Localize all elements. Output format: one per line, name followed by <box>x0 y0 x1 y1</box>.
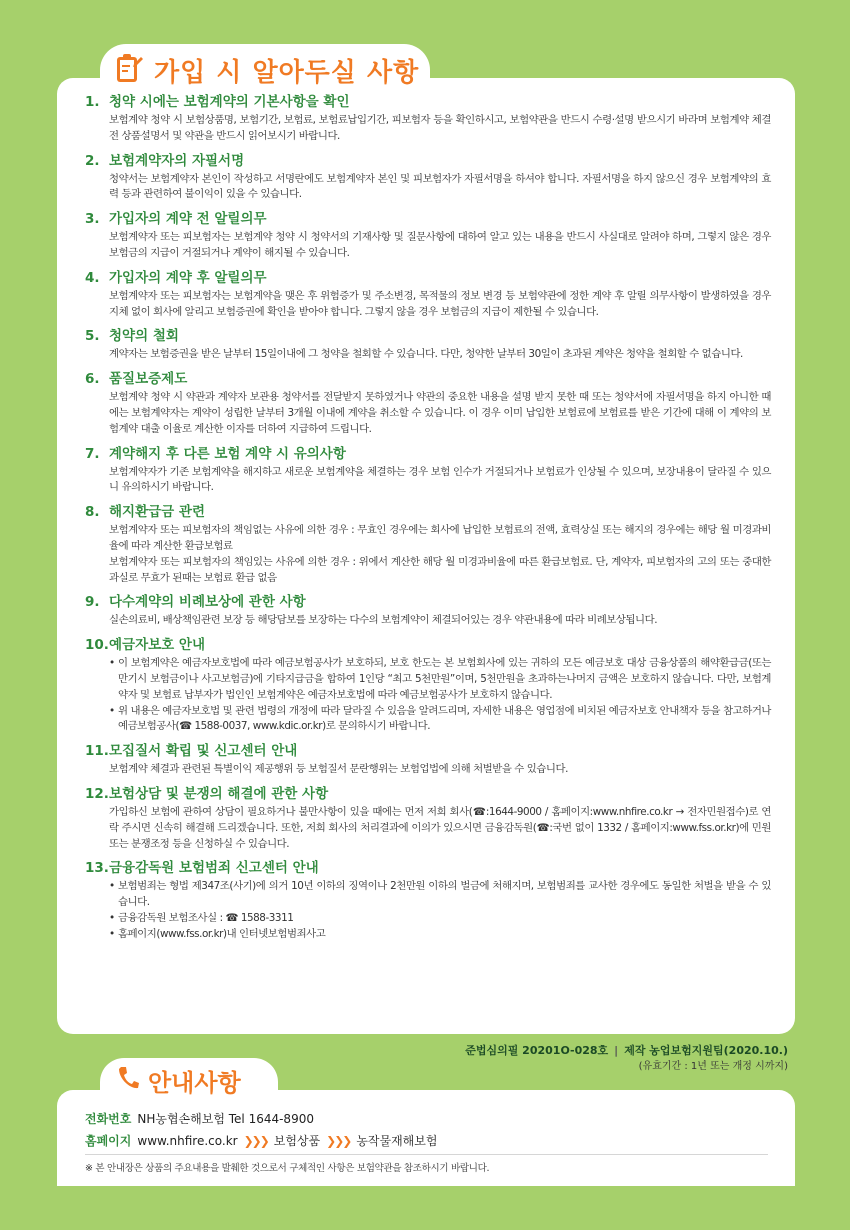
section-paragraph: 보험계약 체결과 관련된 특별이익 제공행위 등 보험질서 문란행위는 보험업법에 의해 처벌받을 수 있습니다. <box>109 763 568 776</box>
section-title: 금융감독원 보험범죄 신고센터 안내 <box>109 860 319 877</box>
section-item <box>85 152 771 204</box>
section-heading <box>85 370 771 389</box>
web-path-crop: 농작물재해보험 <box>356 1134 438 1148</box>
section-title: 보험상담 및 분쟁의 해결에 관한 사항 <box>109 785 329 802</box>
section-heading <box>85 859 771 878</box>
section-body <box>85 172 771 204</box>
section-body <box>85 613 771 629</box>
section-body <box>85 390 771 437</box>
section-item <box>85 210 771 262</box>
web-row <box>85 1130 437 1152</box>
section-number: 13. <box>85 860 109 877</box>
section-body <box>85 289 771 321</box>
page-title: 가입 시 알아두실 사항 <box>154 57 420 88</box>
bullet-text: 홈페이지(www.fss.or.kr)내 인터넷보험범죄사고 <box>118 927 326 940</box>
guide-title-block <box>116 1062 241 1098</box>
section-item <box>85 370 771 437</box>
bullet-item <box>109 927 771 943</box>
section-title: 다수계약의 비례보상에 관한 사항 <box>109 594 306 611</box>
web-link[interactable]: www.nhfire.co.kr <box>137 1134 238 1148</box>
section-number: 1. <box>85 94 100 110</box>
section-heading <box>85 93 771 112</box>
section-body <box>85 465 771 497</box>
bullet-icon: • <box>109 927 115 940</box>
section-number: 4. <box>85 269 100 286</box>
section-heading <box>85 269 771 288</box>
bullet-item <box>109 656 771 703</box>
section-body <box>85 230 771 262</box>
chevron-right-icon: ❯❯❯ <box>243 1134 268 1148</box>
section-title: 청약의 철회 <box>109 328 179 345</box>
phone-icon <box>116 1065 140 1095</box>
section-title: 청약 시에는 보험계약의 기본사항을 확인 <box>109 94 350 110</box>
section-number: 9. <box>85 594 100 611</box>
section-number: 2. <box>85 152 100 169</box>
section-heading <box>85 785 771 804</box>
bullet-text: 이 보험계약은 예금자보호법에 따라 예금보험공사가 보호하되, 보호 한도는 본 보험회사에 있는 귀하의 모든 예금보호 대상 금융상품의 해약환급금(또는 만기시 보험금이나 사고보험금)에 기타지급금을 합하여 1인당 “최고 5천만원”이며, 5천만원을 초과하는나머지 금액은 보호하지 않습니다. 다만, 보험계약자 및 보험료 납부자가 법인인 보험계약은 예금자보호법에 따라 예금보험공사가 보호하지 않습니다. <box>118 657 771 701</box>
section-heading <box>85 152 771 171</box>
section-number: 3. <box>85 211 100 228</box>
section-heading <box>85 593 771 612</box>
separator: | <box>614 1044 619 1057</box>
section-body <box>85 523 771 586</box>
section-number: 6. <box>85 371 100 388</box>
section-body <box>85 805 771 852</box>
section-paragraph: 보험계약자 또는 피보험자는 보험계약을 맺은 후 위험증가 및 주소변경, 목적물의 정보 변경 등 보험약관에 정한 계약 후 알릴 의무사항이 발생하였을 경우 지체 없이 회사에 알리고 보험증권에 확인을 받아야 합니다. 그렇지 않을 경우 보험금의 지급이 제한될 수 있습니다. <box>109 289 771 318</box>
bullet-item <box>109 879 771 911</box>
section-number: 10. <box>85 637 109 654</box>
section-body <box>85 656 771 735</box>
phone-value: NH농협손해보험 Tel 1644-8900 <box>137 1112 314 1126</box>
bullet-icon: • <box>109 704 115 717</box>
section-body <box>85 347 771 363</box>
section-body <box>85 113 771 145</box>
bullet-text: 위 내용은 예금자보호법 및 관련 법령의 개정에 따라 달라질 수 있음을 알려드리며, 자세한 내용은 영업점에 비치된 예금자보호 안내책자 등을 참고하거나 예금보험공사(☎ 1588-0037, www.kdic.or.kr)로 문의하시기 바랍니다. <box>118 704 771 733</box>
section-paragraph: 청약서는 보험계약자 본인이 작성하고 서명란에도 보험계약자 본인 및 피보험자가 자필서명을 하셔야 합니다. 자필서명을 하지 않으신 경우 보험계약의 효력 등과 관련하여 불이익이 있을 수 있습니다. <box>109 172 771 201</box>
section-number: 8. <box>85 504 100 521</box>
section-paragraph: 가입하신 보험에 관하여 상담이 필요하거나 불만사항이 있을 때에는 먼저 저희 회사(☎:1644-9000 / 홈페이지:www.nhfire.co.kr → 전자민원접수)로 연락 주시면 신속히 해결해 드리겠습니다. 또한, 저희 회사의 처리결과에 이의가 있으시면 금융감독원(☎:국번 없이 1332 / 홈페이지:www.fss.or.kr)에 민원 또는 분쟁조정 등을 신청하실 수 있습니다. <box>109 805 771 850</box>
bullet-item <box>109 911 771 927</box>
section-paragraph: 계약자는 보험증권을 받은 날부터 15일이내에 그 청약을 철회할 수 있습니다. 다만, 청약한 날부터 30일이 초과된 계약은 청약을 철회할 수 없습니다. <box>109 348 743 361</box>
section-number: 5. <box>85 328 100 345</box>
section-paragraph: 보험계약자가 기존 보험계약을 해지하고 새로운 보험계약을 체결하는 경우 보험 인수가 거절되거나 보험료가 인상될 수 있으며, 보장내용이 달라질 수 있으니 유의하시기 바랍니다. <box>109 465 771 494</box>
contact-info <box>85 1108 437 1152</box>
section-number: 12. <box>85 785 109 802</box>
guide-title: 안내사항 <box>148 1068 241 1097</box>
section-item <box>85 742 771 778</box>
section-paragraph: 보험계약자 또는 피보험자의 책임없는 사유에 의한 경우 : 무효인 경우에는 회사에 납입한 보험료의 전액, 효력상실 또는 해지의 경우에는 해당 월 미경과비율에 따라 계산한 환급보험료 <box>109 524 771 552</box>
section-title: 계약해지 후 다른 보험 계약 시 유의사항 <box>109 445 346 462</box>
phone-row <box>85 1108 437 1130</box>
section-title: 보험계약자의 자필서명 <box>109 152 245 169</box>
web-label: 홈페이지 <box>85 1134 132 1148</box>
bullet-text: 금융감독원 보험조사실 : ☎ 1588-3311 <box>118 911 294 924</box>
phone-label: 전화번호 <box>85 1112 132 1126</box>
validity: (유효기간 : 1년 또는 개정 시까지) <box>638 1061 788 1072</box>
section-heading <box>85 636 771 655</box>
section-paragraph: 보험계약자 또는 피보험자의 책임있는 사유에 의한 경우 : 위에서 계산한 해당 월 미경과비율에 따른 환급보험료. 단, 계약자, 피보험자의 고의 또는 중대한 과실로 무효가 된때는 보험료 환급 없음 <box>109 555 771 584</box>
bullet-text: 보험범죄는 형법 제347조(사기)에 의거 10년 이하의 징역이나 2천만원 이하의 벌금에 처해지며, 보험범죄를 교사한 경우에도 동일한 처벌을 받을 수 있습니다. <box>118 880 771 909</box>
section-title: 해지환급금 관련 <box>109 504 205 521</box>
section-title: 가입자의 계약 후 알릴의무 <box>109 269 267 286</box>
sections-list <box>85 93 771 950</box>
chevron-right-icon: ❯❯❯ <box>326 1134 351 1148</box>
bullet-item <box>109 704 771 736</box>
section-heading <box>85 742 771 761</box>
page-title-block <box>114 50 419 90</box>
section-item <box>85 503 771 586</box>
section-heading <box>85 503 771 522</box>
section-body <box>85 879 771 942</box>
bullet-icon: • <box>109 911 115 924</box>
section-paragraph: 실손의료비, 배상책임관련 보장 등 해당담보를 보장하는 다수의 보험계약이 체결되어있는 경우 약관내용에 따라 비례보상됩니다. <box>109 614 658 627</box>
section-paragraph: 보험계약 청약 시 약관과 계약자 보관용 청약서를 전달받지 못하였거나 약관의 중요한 내용을 설명 받지 못한 때 또는 청약서에 자필서명을 하지 아니한 때에는 보험계약자는 계약이 성립한 날부터 3개월 이내에 계약을 취소할 수 있습니다. 이 경우 이미 납입한 보험료에 보험료를 받은 기간에 대해 이 계약의 보험계약 대출 이율로 계산한 이자를 더하여 지급하여 드립니다. <box>109 391 771 435</box>
section-heading <box>85 327 771 346</box>
section-title: 예금자보호 안내 <box>109 637 205 654</box>
bullet-icon: • <box>109 657 115 670</box>
section-item <box>85 445 771 497</box>
section-number: 7. <box>85 445 100 462</box>
section-item <box>85 785 771 852</box>
section-paragraph: 보험계약 청약 시 보험상품명, 보험기간, 보험료, 보험료납입기간, 피보험자 등을 확인하시고, 보험약관을 반드시 수령·설명 받으시기 바라며 보험계약 체결 전 상품설명서 및 약관을 반드시 읽어보시기 바랍니다. <box>109 114 771 142</box>
section-body <box>85 762 771 778</box>
web-path-products: 보험상품 <box>273 1134 321 1148</box>
section-item <box>85 93 771 145</box>
disclaimer-note: ※ 본 안내장은 상품의 주요내용을 발췌한 것으로서 구체적인 사항은 보험약관을 참조하시기 바랍니다. <box>85 1163 490 1174</box>
section-item <box>85 859 771 942</box>
bullet-icon: • <box>109 880 115 893</box>
section-title: 모집질서 확립 및 신고센터 안내 <box>109 743 298 760</box>
producer: 제작 농업보험지원팀(2020.10.) <box>624 1044 788 1057</box>
section-item <box>85 593 771 629</box>
section-item <box>85 327 771 363</box>
section-title: 품질보증제도 <box>109 371 188 388</box>
clipboard-pencil-icon <box>114 52 144 88</box>
divider <box>85 1154 768 1155</box>
section-heading <box>85 210 771 229</box>
section-title: 가입자의 계약 전 알릴의무 <box>109 211 267 228</box>
section-item <box>85 269 771 321</box>
section-number: 11. <box>85 743 109 760</box>
section-paragraph: 보험계약자 또는 피보험자는 보험계약 청약 시 청약서의 기재사항 및 질문사항에 대하여 알고 있는 내용을 반드시 사실대로 알려야 하며, 그렇지 않은 경우 보험금의 지급이 거절되거나 계약이 해지될 수 있습니다. <box>109 231 771 259</box>
approval-info <box>465 1043 788 1075</box>
approval-code: 준법심의필 20201O-028호 <box>465 1044 609 1057</box>
section-heading <box>85 445 771 464</box>
section-item <box>85 636 771 735</box>
